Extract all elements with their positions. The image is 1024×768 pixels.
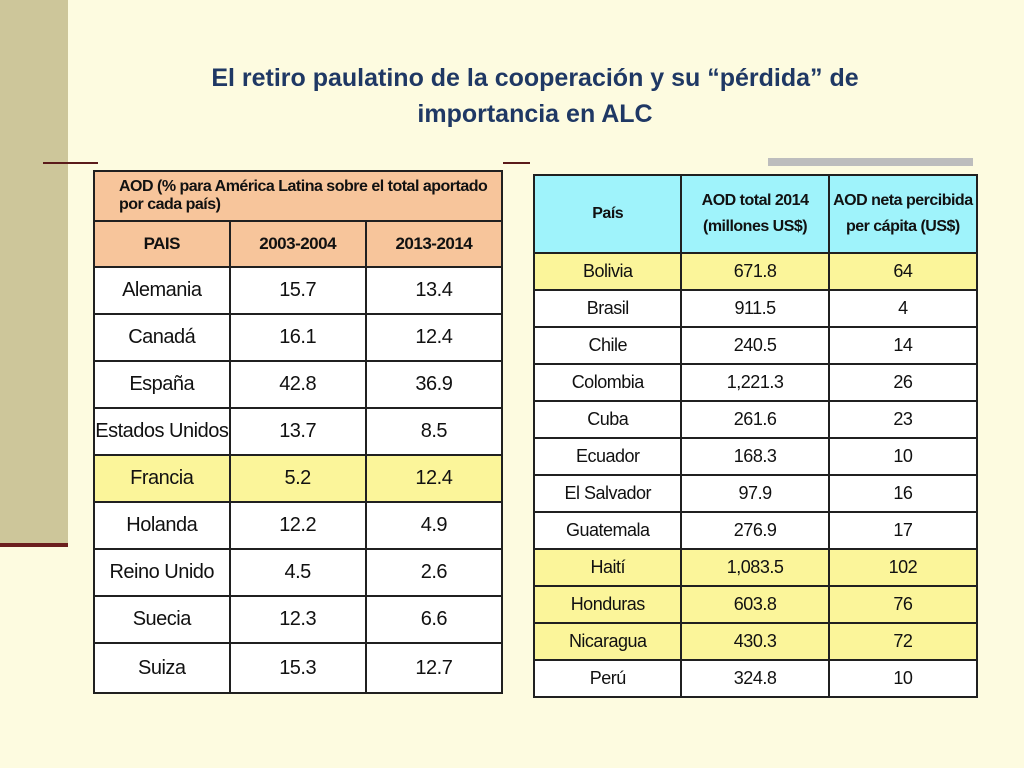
- cell-aod-per-capita: 16: [829, 475, 977, 512]
- cell-aod-total: 671.8: [681, 253, 828, 290]
- cell-country: Guatemala: [534, 512, 681, 549]
- slide-title-line2: importancia en ALC: [417, 100, 653, 128]
- table-row: [534, 623, 977, 660]
- cell-2013-2014: 2.6: [366, 549, 502, 596]
- cell-aod-total: 603.8: [681, 586, 828, 623]
- table-row: [534, 660, 977, 697]
- table-row: [534, 401, 977, 438]
- cell-country: Reino Unido: [94, 549, 230, 596]
- side-band-rule: [0, 543, 68, 547]
- cell-aod-total: 97.9: [681, 475, 828, 512]
- col-header-aod-per-capita: [829, 175, 977, 253]
- cell-country: Estados Unidos: [94, 408, 230, 455]
- cell-2013-2014: 12.4: [366, 314, 502, 361]
- table-row: [94, 361, 502, 408]
- cell-aod-total: 1,221.3: [681, 364, 828, 401]
- cell-aod-per-capita: 14: [829, 327, 977, 364]
- cell-aod-per-capita: 102: [829, 549, 977, 586]
- cell-aod-total: 168.3: [681, 438, 828, 475]
- title-rule-mid: [503, 162, 530, 164]
- aod-total-header-row: [534, 175, 977, 253]
- cell-aod-total: 430.3: [681, 623, 828, 660]
- table-row: [94, 314, 502, 361]
- table-row: [534, 512, 977, 549]
- cell-aod-per-capita: 10: [829, 660, 977, 697]
- table-row: [534, 438, 977, 475]
- cell-country: Bolivia: [534, 253, 681, 290]
- aod-total-table: [533, 174, 978, 698]
- cell-country: Chile: [534, 327, 681, 364]
- col-header-2003-2004: 2003-2004: [230, 221, 366, 267]
- col-header-aod-pc-line2: per cápita (US$): [845, 218, 960, 235]
- table-row: [94, 596, 502, 643]
- table-row: [94, 267, 502, 314]
- cell-aod-per-capita: 10: [829, 438, 977, 475]
- cell-aod-per-capita: 17: [829, 512, 977, 549]
- cell-country: Alemania: [94, 267, 230, 314]
- cell-2013-2014: 13.4: [366, 267, 502, 314]
- cell-country: Cuba: [534, 401, 681, 438]
- side-decor-band: [0, 0, 68, 545]
- cell-aod-per-capita: 72: [829, 623, 977, 660]
- cell-2003-2004: 15.7: [230, 267, 366, 314]
- table-row: [94, 643, 502, 693]
- cell-country: Colombia: [534, 364, 681, 401]
- cell-country: Ecuador: [534, 438, 681, 475]
- cell-2003-2004: 12.2: [230, 502, 366, 549]
- table-row: [94, 502, 502, 549]
- cell-country: Canadá: [94, 314, 230, 361]
- cell-2013-2014: 36.9: [366, 361, 502, 408]
- cell-aod-per-capita: 26: [829, 364, 977, 401]
- slide-title: [140, 60, 930, 132]
- cell-2003-2004: 4.5: [230, 549, 366, 596]
- table-row: [94, 455, 502, 502]
- table-row: [534, 327, 977, 364]
- table-row: [534, 364, 977, 401]
- cell-2013-2014: 12.4: [366, 455, 502, 502]
- table-row: [534, 549, 977, 586]
- table-row: [94, 549, 502, 596]
- cell-aod-total: 911.5: [681, 290, 828, 327]
- table-row: [534, 253, 977, 290]
- cell-aod-total: 324.8: [681, 660, 828, 697]
- cell-country: Suiza: [94, 643, 230, 693]
- cell-2003-2004: 15.3: [230, 643, 366, 693]
- cell-2003-2004: 5.2: [230, 455, 366, 502]
- col-header-pais: País: [534, 175, 681, 253]
- aod-percent-table: [93, 170, 503, 694]
- slide-title-line1: El retiro paulatino de la cooperación y su “pérdida” de: [211, 64, 859, 92]
- col-header-aod-pc-line1: AOD neta percibida: [833, 192, 973, 209]
- cell-2013-2014: 12.7: [366, 643, 502, 693]
- cell-country: Francia: [94, 455, 230, 502]
- title-rule-left: [43, 162, 98, 164]
- col-header-aod-total-line2: (millones US$): [703, 218, 808, 235]
- cell-aod-per-capita: 76: [829, 586, 977, 623]
- table-row: [534, 475, 977, 512]
- title-rule-right: [768, 158, 973, 166]
- cell-2013-2014: 4.9: [366, 502, 502, 549]
- cell-country: Haití: [534, 549, 681, 586]
- cell-2013-2014: 8.5: [366, 408, 502, 455]
- table-row: [94, 408, 502, 455]
- cell-aod-total: 276.9: [681, 512, 828, 549]
- cell-aod-total: 240.5: [681, 327, 828, 364]
- cell-country: Suecia: [94, 596, 230, 643]
- cell-2013-2014: 6.6: [366, 596, 502, 643]
- cell-2003-2004: 12.3: [230, 596, 366, 643]
- cell-aod-total: 261.6: [681, 401, 828, 438]
- col-header-2013-2014: 2013-2014: [366, 221, 502, 267]
- cell-2003-2004: 42.8: [230, 361, 366, 408]
- aod-percent-caption: AOD (% para América Latina sobre el total aportado por cada país): [94, 171, 502, 221]
- cell-aod-per-capita: 4: [829, 290, 977, 327]
- cell-2003-2004: 13.7: [230, 408, 366, 455]
- cell-country: España: [94, 361, 230, 408]
- cell-country: Nicaragua: [534, 623, 681, 660]
- col-header-pais: PAIS: [94, 221, 230, 267]
- aod-percent-header-row: [94, 221, 502, 267]
- cell-country: Perú: [534, 660, 681, 697]
- cell-aod-total: 1,083.5: [681, 549, 828, 586]
- cell-country: El Salvador: [534, 475, 681, 512]
- col-header-aod-total: [681, 175, 828, 253]
- table-row: [534, 586, 977, 623]
- cell-2003-2004: 16.1: [230, 314, 366, 361]
- cell-country: Honduras: [534, 586, 681, 623]
- aod-percent-caption-row: [94, 171, 502, 221]
- col-header-aod-total-line1: AOD total 2014: [701, 192, 809, 209]
- table-row: [534, 290, 977, 327]
- cell-aod-per-capita: 64: [829, 253, 977, 290]
- cell-aod-per-capita: 23: [829, 401, 977, 438]
- cell-country: Brasil: [534, 290, 681, 327]
- cell-country: Holanda: [94, 502, 230, 549]
